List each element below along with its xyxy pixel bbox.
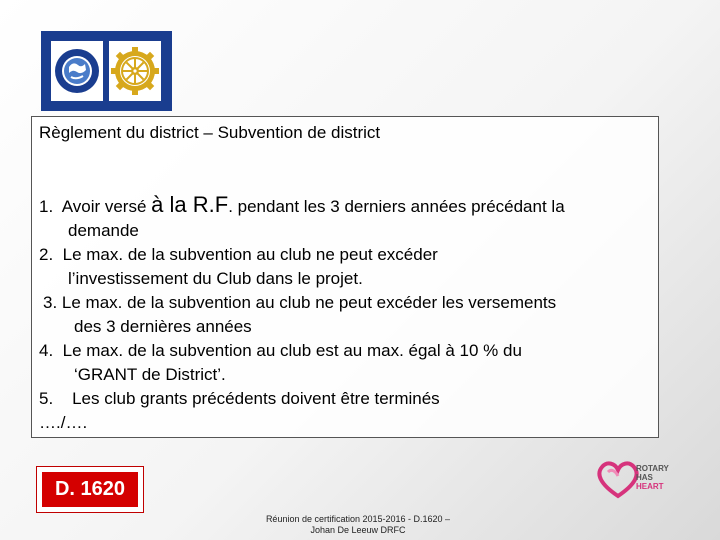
rotary-foundation-logo-block <box>41 31 172 111</box>
footer-line-2: Johan De Leeuw DRFC <box>310 525 406 535</box>
district-badge-label: D. 1620 <box>42 472 138 507</box>
district-badge <box>36 466 144 513</box>
rotary-foundation-emblem-icon <box>51 41 103 101</box>
content-box <box>31 116 659 438</box>
list-item-ellipsis: …./…. <box>39 413 88 432</box>
footer <box>228 514 488 536</box>
list-item-continuation: des 3 dernières années <box>74 317 252 336</box>
list-item-continuation: ‘GRANT de District’. <box>74 365 226 384</box>
list-item: 4. Le max. de la subvention au club est au max. égal à 10 % du <box>39 341 522 360</box>
list-item-continuation: l’investissement du Club dans le projet. <box>68 269 363 288</box>
rules-list <box>39 193 653 435</box>
list-item-continuation: demande <box>68 221 139 240</box>
page-title: Règlement du district – Subvention de district <box>39 123 381 142</box>
list-item: 5. Les club grants précédents doivent être terminés <box>39 389 440 408</box>
rotary-wheel-icon <box>109 41 161 101</box>
list-item: 1. Avoir versé à la R.F. pendant les 3 derniers années précédant la <box>39 192 565 217</box>
list-item: 3. Le max. de la subvention au club ne peut excéder les versements <box>43 293 557 312</box>
rotary-has-heart-logo: ROTARY HAS HEART <box>636 464 669 491</box>
footer-line-1: Réunion de certification 2015-2016 - D.1620 – <box>265 514 451 524</box>
list-item: 2. Le max. de la subvention au club ne peut excéder <box>39 245 438 264</box>
